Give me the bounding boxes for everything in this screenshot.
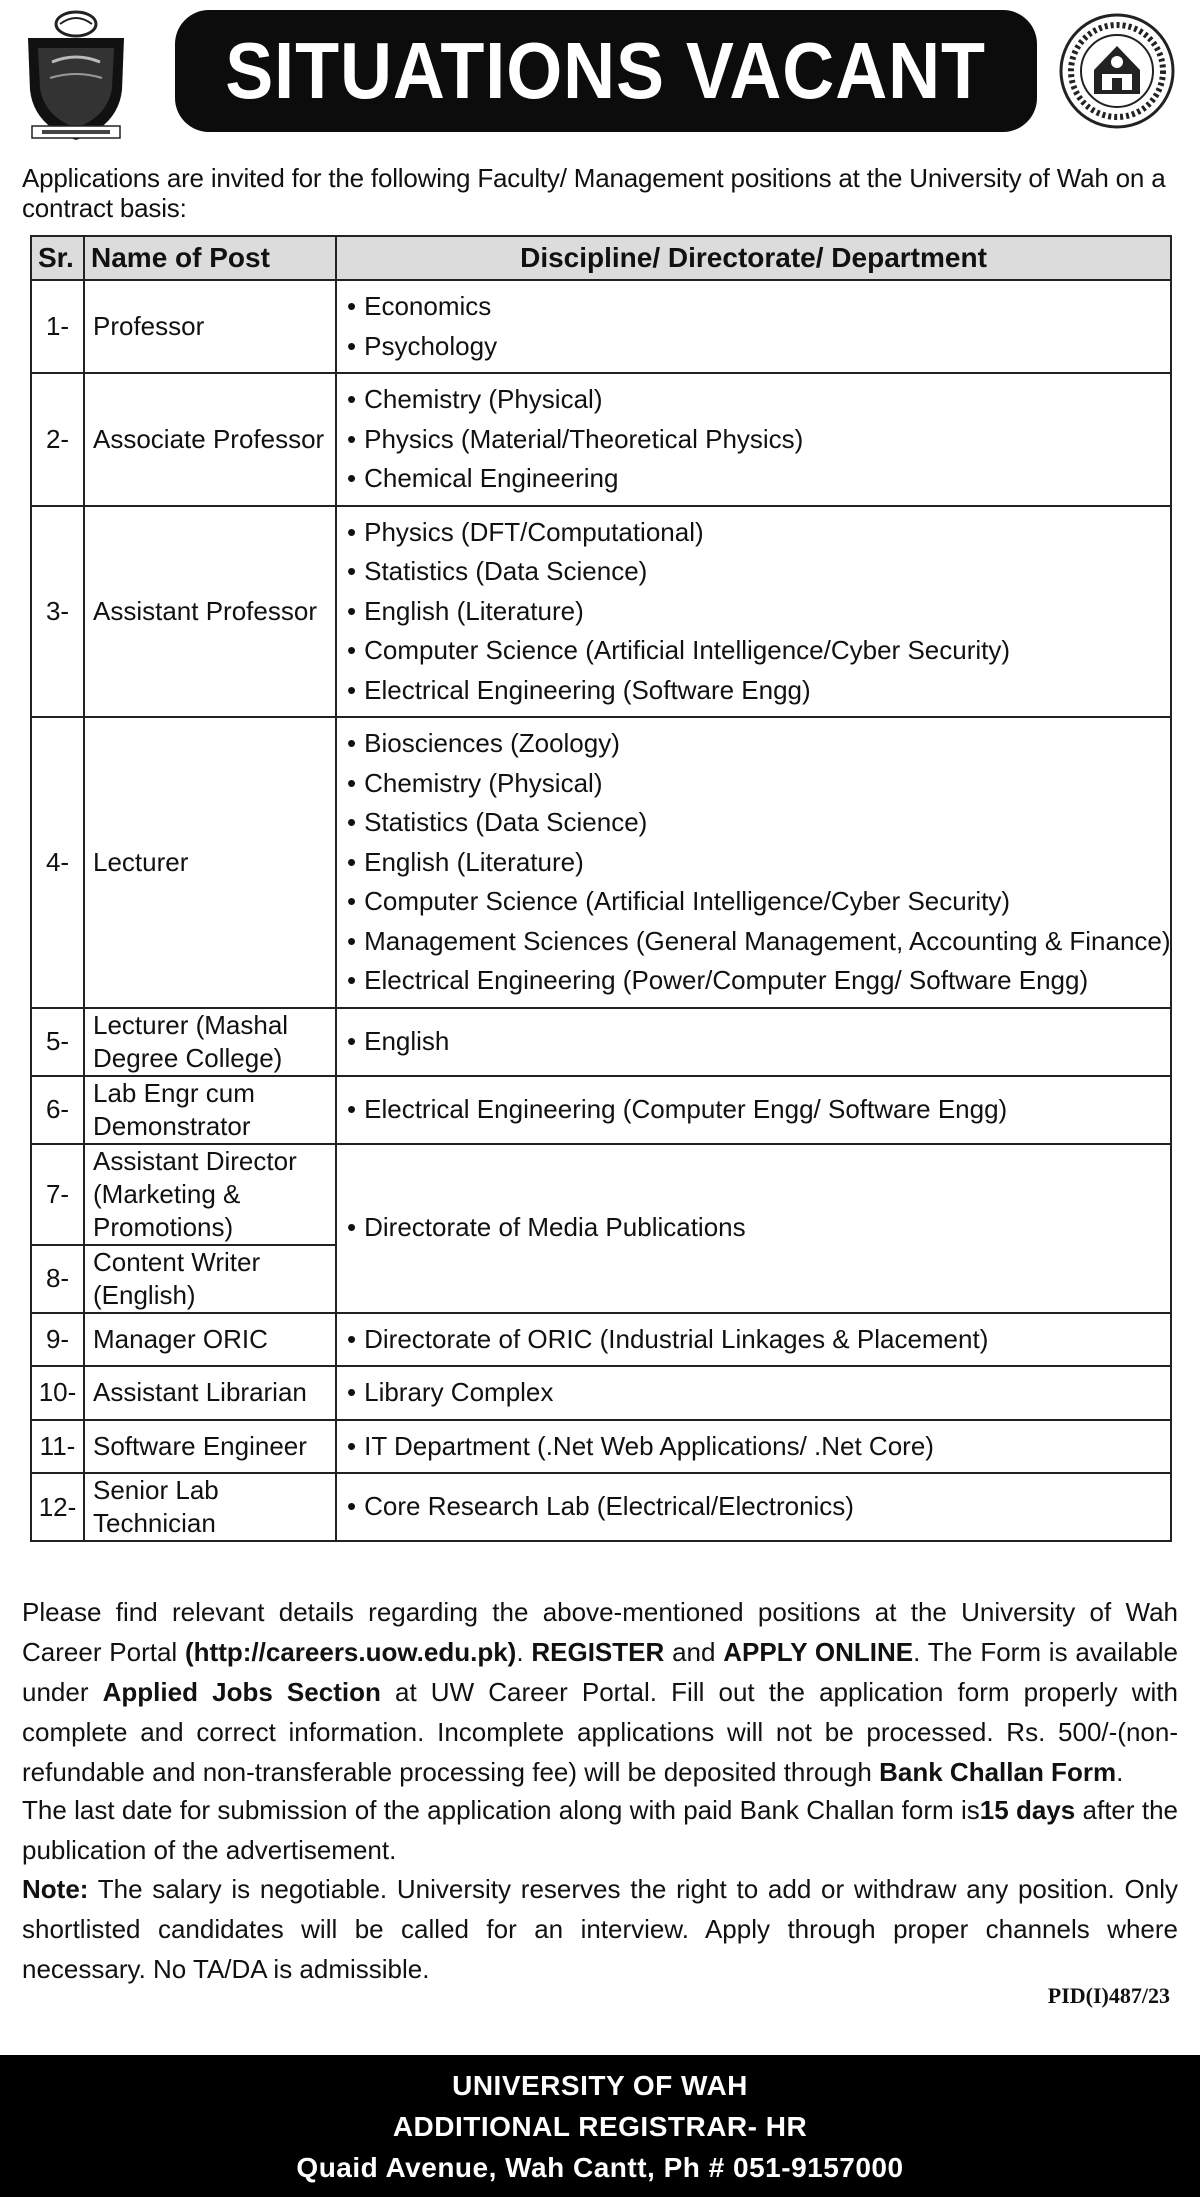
table-row xyxy=(31,1076,1171,1144)
discipline-item: • Chemistry (Physical) xyxy=(347,764,1160,804)
row-disciplines xyxy=(336,1144,1171,1313)
discipline-item: • Physics (DFT/Computational) xyxy=(347,513,1160,553)
row-sr: 5- xyxy=(31,1008,84,1076)
header-sr: Sr. xyxy=(31,236,84,280)
discipline-item: • Library Complex xyxy=(347,1373,1160,1413)
application-details-paragraph xyxy=(22,1592,1178,1792)
positions-table xyxy=(30,235,1172,1542)
details-text: . xyxy=(516,1637,532,1667)
row-post-name: Manager ORIC xyxy=(84,1313,336,1367)
details-text: . xyxy=(1116,1757,1124,1787)
row-disciplines xyxy=(336,1473,1171,1541)
row-sr: 1- xyxy=(31,280,84,373)
row-disciplines xyxy=(336,1008,1171,1076)
row-sr: 9- xyxy=(31,1313,84,1367)
row-sr: 12- xyxy=(31,1473,84,1541)
details-text: The last date for submission of the application along with paid Bank Challan form is xyxy=(22,1795,980,1825)
table-row xyxy=(31,1008,1171,1076)
discipline-item: • English (Literature) xyxy=(347,843,1160,883)
page-title: SITUATIONS VACANT xyxy=(225,26,987,115)
row-disciplines xyxy=(336,373,1171,506)
discipline-item: • Directorate of ORIC (Industrial Linkages & Placement) xyxy=(347,1320,1160,1360)
row-sr: 7- xyxy=(31,1144,84,1245)
row-post-name: Lecturer xyxy=(84,717,336,1008)
last-date-paragraph xyxy=(22,1790,1178,1870)
discipline-item: • English (Literature) xyxy=(347,592,1160,632)
footer-office: ADDITIONAL REGISTRAR- HR xyxy=(392,2110,808,2142)
header-discipline: Discipline/ Directorate/ Department xyxy=(336,236,1171,280)
footer xyxy=(0,2055,1200,2197)
table-row xyxy=(31,1366,1171,1420)
header-name-of-post: Name of Post xyxy=(84,236,336,280)
details-text: . The Form is available under xyxy=(22,1637,1179,1707)
discipline-item: • English xyxy=(347,1022,1160,1062)
row-post-name: Lecturer (Mashal Degree College) xyxy=(84,1008,336,1076)
applied-jobs-section-emphasis: Applied Jobs Section xyxy=(102,1677,381,1707)
row-post-name: Senior Lab Technician xyxy=(84,1473,336,1541)
row-sr: 3- xyxy=(31,506,84,718)
row-sr: 6- xyxy=(31,1076,84,1144)
discipline-item: • Chemistry (Physical) xyxy=(347,380,1160,420)
row-post-name: Assistant Professor xyxy=(84,506,336,718)
row-post-name: Associate Professor xyxy=(84,373,336,506)
note-paragraph xyxy=(22,1869,1178,1989)
row-post-name: Content Writer (English) xyxy=(84,1245,336,1313)
row-disciplines xyxy=(336,1366,1171,1420)
discipline-item: • Statistics (Data Science) xyxy=(347,552,1160,592)
university-of-wah-crest-icon xyxy=(22,8,130,148)
discipline-item: • IT Department (.Net Web Applications/ .Net Core) xyxy=(347,1427,1160,1467)
row-disciplines xyxy=(336,1076,1171,1144)
details-text: and xyxy=(664,1637,724,1667)
table-row xyxy=(31,1313,1171,1367)
discipline-item: • Core Research Lab (Electrical/Electronics) xyxy=(347,1487,1160,1527)
footer-university-name: UNIVERSITY OF WAH xyxy=(452,2069,748,2101)
table-row xyxy=(31,506,1171,718)
row-disciplines xyxy=(336,717,1171,1008)
discipline-item: • Biosciences (Zoology) xyxy=(347,724,1160,764)
bank-challan-emphasis: Bank Challan Form xyxy=(879,1757,1117,1787)
pid-number: PID(I)487/23 xyxy=(1047,1983,1170,2008)
discipline-item: • Economics xyxy=(347,287,1160,327)
row-sr: 4- xyxy=(31,717,84,1008)
career-portal-url: (http://careers.uow.edu.pk) xyxy=(185,1637,517,1667)
discipline-item: • Computer Science (Artificial Intelligence/Cyber Security) xyxy=(347,631,1160,671)
note-label: Note: xyxy=(22,1874,89,1904)
apply-online-emphasis: APPLY ONLINE xyxy=(723,1637,914,1667)
row-disciplines xyxy=(336,1313,1171,1367)
row-post-name: Software Engineer xyxy=(84,1420,336,1474)
title-banner xyxy=(175,10,1037,132)
deadline-days: 15 days xyxy=(979,1795,1076,1825)
row-disciplines xyxy=(336,1420,1171,1474)
discipline-item: • Electrical Engineering (Software Engg) xyxy=(347,671,1160,711)
table-row xyxy=(31,717,1171,1008)
table-header-row xyxy=(31,236,1171,280)
details-text: Please find relevant details regarding the above-mentioned positions at the University of Wah Career Portal xyxy=(22,1597,1178,1667)
note-text: The salary is negotiable. University reserves the right to add or withdraw any position. Only shortlisted candidates will be called for an interview. Apply through proper channels where necessary. No TA/DA is admissible. xyxy=(22,1874,1178,1984)
row-disciplines xyxy=(336,506,1171,718)
discipline-item: • Chemical Engineering xyxy=(347,459,1160,499)
discipline-item: • Electrical Engineering (Computer Engg/ Software Engg) xyxy=(347,1090,1160,1130)
row-sr: 2- xyxy=(31,373,84,506)
discipline-item: • Computer Science (Artificial Intelligence/Cyber Security) xyxy=(347,882,1160,922)
discipline-item: • Directorate of Media Publications xyxy=(347,1208,1160,1248)
table-row xyxy=(31,1144,1171,1245)
row-sr: 8- xyxy=(31,1245,84,1313)
intro-text: Applications are invited for the following Faculty/ Management positions at the University of Wah on a contract basis: xyxy=(22,163,1166,223)
details-text: at UW Career Portal. Fill out the application form properly with complete and correct information. Incomplete applications will not be processed. Rs. 500/-(non-refundable and non-transferable processing fee) will be deposited through xyxy=(22,1677,1178,1787)
footer-address: Quaid Avenue, Wah Cantt, Ph # 051-9157000 xyxy=(296,2151,904,2183)
row-post-name: Assistant Director (Marketing & Promotions) xyxy=(84,1144,336,1245)
table-row xyxy=(31,373,1171,506)
row-sr: 10- xyxy=(31,1366,84,1420)
row-sr: 11- xyxy=(31,1420,84,1474)
details-text: after the publication of the advertisement. xyxy=(22,1795,1178,1865)
row-disciplines xyxy=(336,280,1171,373)
government-seal-icon xyxy=(1058,10,1176,132)
row-post-name: Professor xyxy=(84,280,336,373)
table-row xyxy=(31,280,1171,373)
row-post-name: Lab Engr cum Demonstrator xyxy=(84,1076,336,1144)
row-post-name: Assistant Librarian xyxy=(84,1366,336,1420)
table-row xyxy=(31,1473,1171,1541)
discipline-item: • Physics (Material/Theoretical Physics) xyxy=(347,420,1160,460)
discipline-item: • Psychology xyxy=(347,327,1160,367)
register-emphasis: REGISTER xyxy=(531,1637,665,1667)
discipline-item: • Statistics (Data Science) xyxy=(347,803,1160,843)
table-row xyxy=(31,1420,1171,1474)
discipline-item: • Management Sciences (General Management, Accounting & Finance) xyxy=(347,922,1160,962)
header xyxy=(0,0,1200,160)
discipline-item: • Electrical Engineering (Power/Computer Engg/ Software Engg) xyxy=(347,961,1160,1001)
